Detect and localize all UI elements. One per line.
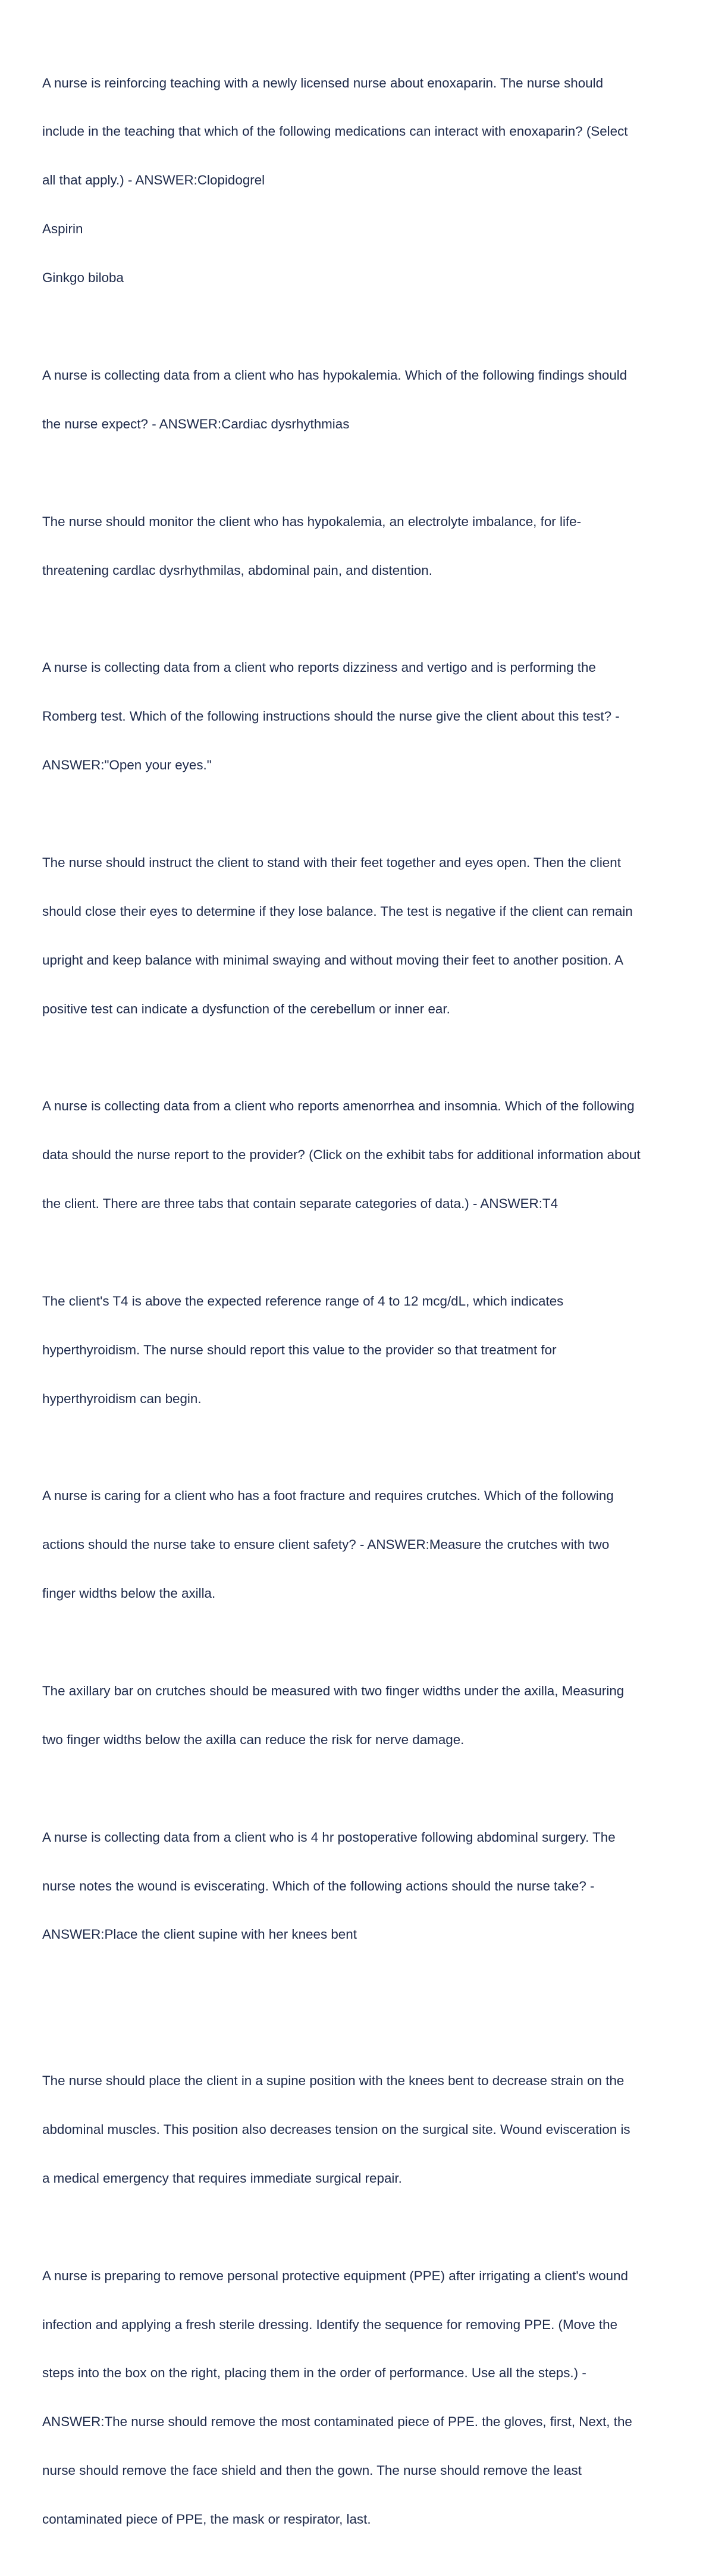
paragraph-hypokalemia-question xyxy=(42,334,685,464)
document-page xyxy=(42,42,685,2576)
text-line: ANSWER:"Open your eyes." xyxy=(42,758,212,773)
text-line: upright and keep balance with minimal swaying and without moving their feet to another position. A xyxy=(42,952,624,968)
text-line: hyperthyroidism can begin. xyxy=(42,1391,202,1406)
text-line: contaminated piece of PPE, the mask or respirator, last. xyxy=(42,2512,371,2527)
text-line: A nurse is reinforcing teaching with a newly licensed nurse about enoxaparin. The nurse should xyxy=(42,75,604,90)
paragraph-t4-rationale xyxy=(42,1260,685,1439)
paragraph-evisceration-question xyxy=(42,1796,685,2024)
paragraph-t4-question xyxy=(42,1066,685,1244)
text-line: A nurse is collecting data from a client who has hypokalemia. Which of the following findings should xyxy=(42,367,627,383)
text-line: a medical emergency that requires immediate surgical repair. xyxy=(42,2170,402,2186)
text-line: nurse notes the wound is eviscerating. Which of the following actions should the nurse take? - xyxy=(42,1878,595,1893)
text-line: The axillary bar on crutches should be measured with two finger widths under the axilla, Measuring xyxy=(42,1683,625,1698)
paragraph-enoxaparin-question xyxy=(42,42,685,318)
text-line: The nurse should instruct the client to stand with their feet together and eyes open. Then the client xyxy=(42,855,621,870)
paragraph-crutches-question xyxy=(42,1456,685,1634)
paragraph-ppe-question xyxy=(42,2235,685,2560)
text-line: A nurse is collecting data from a client who reports dizziness and vertigo and is performing the xyxy=(42,660,596,675)
text-line: include in the teaching that which of the following medications can interact with enoxaparin? (Select xyxy=(42,124,628,139)
text-line: two finger widths below the axilla can reduce the risk for nerve damage. xyxy=(42,1732,465,1747)
text-line: infection and applying a fresh sterile dressing. Identify the sequence for removing PPE. (Move the xyxy=(42,2317,618,2332)
text-line: nurse should remove the face shield and then the gown. The nurse should remove the least xyxy=(42,2463,582,2478)
paragraph-evisceration-rationale xyxy=(42,2040,685,2219)
text-line: threatening cardlac dysrhythmilas, abdominal pain, and distention. xyxy=(42,562,432,578)
text-line: abdominal muscles. This position also decreases tension on the surgical site. Wound evisceration is xyxy=(42,2122,630,2137)
text-line: A nurse is preparing to remove personal protective equipment (PPE) after irrigating a client's wound xyxy=(42,2268,628,2283)
text-line: the nurse expect? - ANSWER:Cardiac dysrhythmias xyxy=(42,416,350,431)
text-line: all that apply.) - ANSWER:Clopidogrel xyxy=(42,173,265,188)
text-line: A nurse is collecting data from a client who is 4 hr postoperative following abdominal surgery. The xyxy=(42,1829,616,1845)
text-line: finger widths below the axilla. xyxy=(42,1586,216,1601)
paragraph-romberg-rationale xyxy=(42,822,685,1049)
text-line: hyperthyroidism. The nurse should report this value to the provider so that treatment for xyxy=(42,1342,557,1357)
text-line: should close their eyes to determine if they lose balance. The test is negative if the client can remain xyxy=(42,903,633,919)
paragraph-hypokalemia-rationale xyxy=(42,481,685,611)
text-line: Ginkgo biloba xyxy=(42,270,124,286)
text-line: ANSWER:Place the client supine with her knees bent xyxy=(42,1927,357,1942)
paragraph-romberg-question xyxy=(42,627,685,806)
text-line: actions should the nurse take to ensure client safety? - ANSWER:Measure the crutches with two xyxy=(42,1537,610,1553)
text-line: The client's T4 is above the expected reference range of 4 to 12 mcg/dL, which indicates xyxy=(42,1293,564,1309)
text-line: steps into the box on the right, placing them in the order of performance. Use all the steps.) - xyxy=(42,2365,586,2381)
text-line: ANSWER:The nurse should remove the most contaminated piece of PPE. the gloves, first, Next, the xyxy=(42,2414,632,2430)
paragraph-crutches-rationale xyxy=(42,1650,685,1780)
text-line: The nurse should monitor the client who has hypokalemia, an electrolyte imbalance, for life- xyxy=(42,514,582,529)
spacer xyxy=(42,1975,685,1991)
text-line: A nurse is caring for a client who has a foot fracture and requires crutches. Which of the following xyxy=(42,1488,614,1504)
text-line: positive test can indicate a dysfunction of the cerebellum or inner ear. xyxy=(42,1001,450,1016)
text-line: the client. There are three tabs that contain separate categories of data.) - ANSWER:T4 xyxy=(42,1196,558,1212)
text-line: The nurse should place the client in a supine position with the knees bent to decrease strain on the xyxy=(42,2073,625,2089)
text-line: data should the nurse report to the provider? (Click on the exhibit tabs for additional information about xyxy=(42,1147,641,1163)
text-line: A nurse is collecting data from a client who reports amenorrhea and insomnia. Which of the following xyxy=(42,1098,635,1114)
text-line: Romberg test. Which of the following instructions should the nurse give the client about this test? - xyxy=(42,709,620,724)
text-line: Aspirin xyxy=(42,221,83,237)
